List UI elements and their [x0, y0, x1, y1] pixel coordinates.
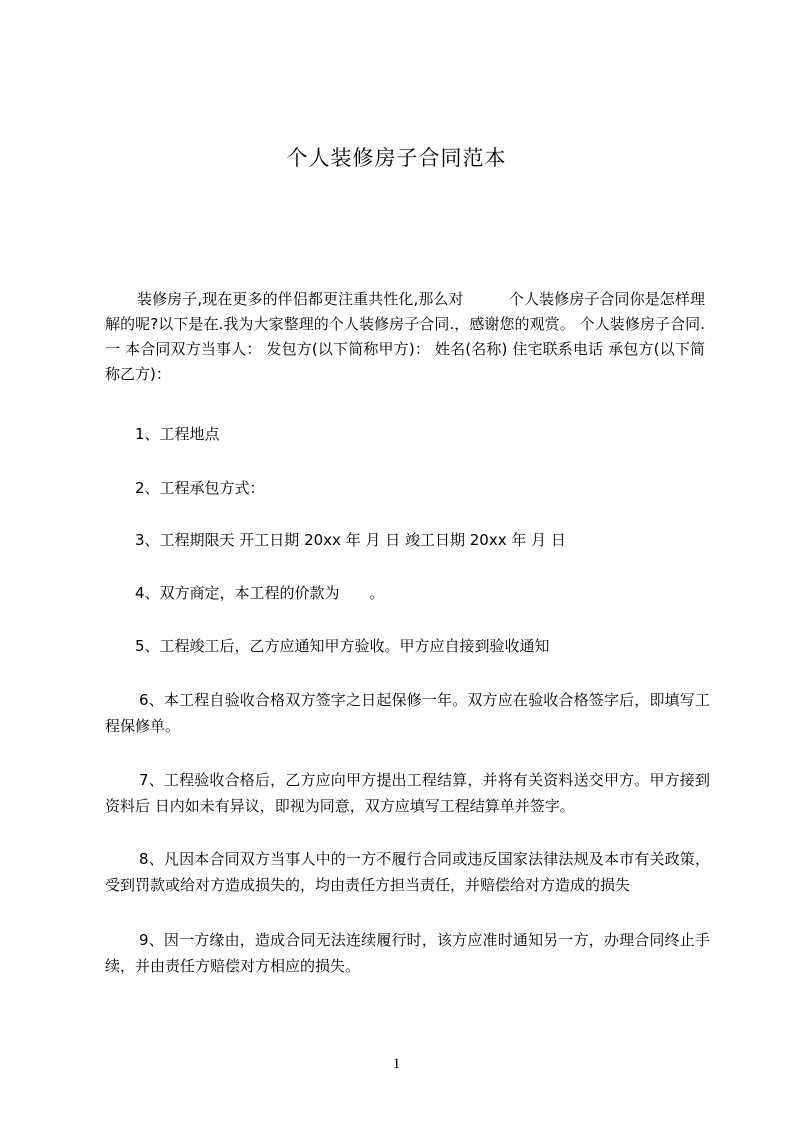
clause-6: 6、本工程自验收合格双方签字之日起保修一年。双方应在验收合格签字后，即填写工程保修单。	[105, 691, 710, 735]
clause-3: 3、工程期限天 开工日期 20xx 年 月 日 竣工日期 20xx 年 月 日	[135, 531, 566, 549]
page-number: 1	[392, 1056, 401, 1072]
intro-paragraph: 装修房子,现在更多的伴侣都更注重共性化,那么对 个人装修房子合同你是怎样理解的呢?以下是在.我为大家整理的个人装修房子合同.，感谢您的观赏。 个人装修房子合同.一 本合同双方当事人： 发包方(以下简称甲方)： 姓名(名称) 住宅联系电话 承包方(以下简称乙方)：	[105, 290, 705, 383]
clause-9: 9、因一方缘由，造成合同无法连续履行时，该方应准时通知另一方，办理合同终止手续，并由责任方赔偿对方相应的损失。	[105, 931, 710, 975]
clause-8: 8、凡因本合同双方当事人中的一方不履行合同或违反国家法律法规及本市有关政策，受到罚款或给对方造成损失的，均由责任方担当责任，并赔偿给对方造成的损失	[105, 850, 710, 894]
clause-1: 1、工程地点	[135, 425, 220, 443]
clause-2: 2、工程承包方式：	[135, 479, 265, 497]
clause-5: 5、工程竣工后，乙方应通知甲方验收。甲方应自接到验收通知	[135, 637, 550, 655]
clause-4: 4、双方商定，本工程的价款为 。	[135, 584, 385, 602]
clause-7: 7、工程验收合格后，乙方应向甲方提出工程结算，并将有关资料送交甲方。甲方接到资料后 日内如未有异议，即视为同意，双方应填写工程结算单并签字。	[105, 771, 710, 815]
document-title: 个人装修房子合同范本	[286, 146, 507, 170]
